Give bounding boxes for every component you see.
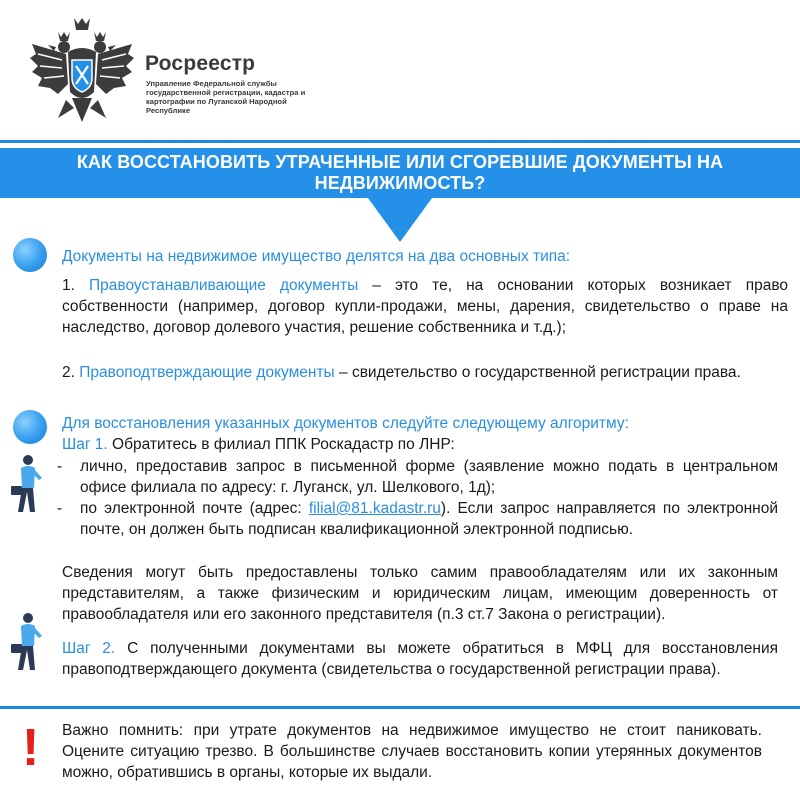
rosreestr-emblem-logo [28,14,136,126]
method-in-person: лично, предоставив запрос в письменной форме (заявление можно подать в центральном офисе филиала по адресу: г. Луганск, ул. Шелкового, 1д); [80,458,778,496]
item-description: – это те, на основании которых возникает право собственности (например, договор купли-продажи, мены, дарения, свидетельство о праве на наследство, договор долевого участия, решение собственника и т.д.); [62,277,789,336]
term-pravopodtverzhdayushchie: Правоподтверждающие документы [79,364,335,381]
info-paragraph: Сведения могут быть предоставлены только самим правообладателям или их законным представителям, а также физическим и юридическим лицам, имеющим доверенность от правообладателя или его законного представителя (п.3 ст.7 Закона о регистрации). [62,564,778,623]
email-link[interactable]: filial@81.kadastr.ru [308,500,441,517]
section-bullet-icon [13,410,47,444]
divider-line [0,140,800,143]
down-arrow-icon [368,198,432,242]
email-text-pre: по электронной почте (адрес: [80,500,309,517]
step1-line [62,434,782,455]
item-number: 2. [62,364,75,381]
person-with-briefcase-icon [8,610,48,680]
step1-label: Шаг 1. [62,436,108,453]
person-with-briefcase-icon [8,452,48,522]
section2-heading: Для восстановления указанных документов следуйте следующему алгоритму: [62,415,629,432]
list-bullet-2: - [57,500,63,517]
brand-subtitle: Управление Федеральной службы государственной регистрации, кадастра и картографии по Луганской Народной Республике [146,79,306,115]
page-title: КАК ВОССТАНОВИТЬ УТРАЧЕННЫЕ ИЛИ СГОРЕВШИЕ ДОКУМЕНТЫ НА НЕДВИЖИМОСТЬ? [76,152,724,193]
email-text-post: ). Если запрос направляется по электронной почте, он должен быть подписан квалификационной электронной подписью. [80,500,778,538]
doc-type-item-1 [62,275,788,338]
warning-text: Важно помнить: при утрате документов на недвижимое имущество не стоит паниковать. Оцените ситуацию трезво. В большинстве случаев восстановить копии утерянных документов можно, обратившись в органы, которые их выдали. [62,722,762,781]
doc-type-item-2 [62,362,788,383]
section-bullet-icon [13,238,47,272]
item-description: – свидетельство о государственной регистрации права. [339,364,741,381]
list-bullet-1: - [57,458,63,475]
item-number: 1. [62,277,75,294]
brand-name: Росреестр [145,52,256,75]
step2-label: Шаг 2. [62,640,116,657]
term-pravoustanavlivayushchie: Правоустанавливающие документы [89,277,359,294]
method-email [80,498,778,540]
step2-paragraph [62,638,778,680]
step2-text: С полученными документами вы можете обратиться в МФЦ для восстановления правоподтверждающего документа (свидетельства о государственной регистрации права). [62,640,778,678]
step1-text: Обратитесь в филиал ППК Роскадастр по ЛНР: [112,436,455,453]
section1-heading: Документы на недвижимое имущество делятся на два основных типа: [62,248,571,265]
exclamation-icon: ! [22,719,40,777]
divider-line [0,706,800,709]
